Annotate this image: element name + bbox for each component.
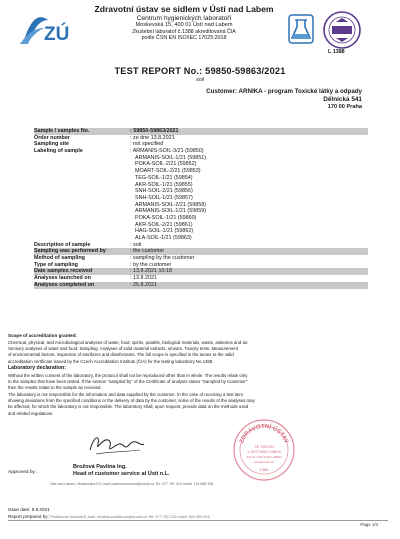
institute-address: Moskevská 15, 400 01 Ústí nad Labem: [135, 22, 233, 29]
prepared-by-detail: Podlahová Vendula E-mail: vendula.podlahova@zuusti.cz Tel: 477 751 210 mobil: 602 409 549: [50, 515, 210, 519]
prepared-by: [8, 514, 210, 519]
table-row: Sampling was performed by : the customer: [34, 248, 368, 255]
table-row: HAG-SOIL-1/21 (59862): [135, 228, 194, 235]
customer-city: 170 00 Praha: [327, 103, 362, 110]
zu-logo-icon: [18, 10, 74, 48]
approver-contact: Ústí nad Labem, Moskevská 5 E-mail: pavlina.brozova@zuusti.cz Tel: 477 751 210 mobil: 724 668 156: [50, 482, 214, 486]
svg-text:ZÚ: ZÚ: [44, 24, 70, 45]
table-row: ALA-SOIL-1/21 (59863): [135, 235, 192, 241]
table-row: Sample / samples No. : 59850-59863/2021: [34, 128, 368, 135]
svg-text:SE SÍDLEM: SE SÍDLEM: [254, 445, 274, 449]
table-row: POKA-SOIL-2/21 (59852): [135, 161, 197, 168]
table-row: TEG-SOIL-1/21 (59854): [135, 174, 193, 181]
scope-heading: Scope of accreditation granted:: [8, 333, 77, 338]
footer-divider: [8, 520, 388, 521]
accreditation-text: Scope of accreditation granted: Chemical, physical, and microbiological analyses of water, food, spirits, potable, biological materials, waste, asbestos and air. Sensory analyses of water and food. Sampling. Analyses of solid material extracts, smears. Toxicity tests. Measurement of environmental factors, inspection of sterilizers and disinfectants. The full scope is specified in the annex to the valid accreditation certificate issued by the Czech Accreditation Institute (ČIA) for the testing laboratory No.1388. Laboratory declaration: Without the written consent of the laboratory, the protocol shall not be reproduced other than in whole. The results relate only to the samples that have been tested. If the section "sampled by" of the Certificate of analysis states "Sampled by Customer" then the results relate to the sample as received. The laboratory is not responsible for the information and data supplied by the customer. In the case of receiving a test item showing deviations from the specified conditions or the delivery of data by the customer, some of the results of the analyses may be affected, for which the laboratory is not responsible. The laboratory shall, upon request, provide data on the methods used and related regulations.: [8, 333, 394, 417]
page-number: Page 1/4: [360, 522, 378, 527]
table-row: ARMANIS-SOIL-1/21 (59851): [135, 154, 207, 161]
report-title: TEST REPORT No.: 59850-59863/2021: [114, 66, 286, 76]
customer-block: [206, 88, 362, 111]
customer-name: Customer: ARNIKA - program Toxické látky a odpady: [206, 88, 362, 95]
table-row: Labeling of sample : ARMANIS-SOIL-3/21 (59850): [34, 148, 204, 155]
stamp-icon: [232, 418, 296, 482]
table-row: SNH-SOIL-1/21 (59857): [135, 194, 193, 201]
approver-role: Head of customer service at Ústí n.L.: [73, 471, 170, 478]
center-name: Centrum hygienických laboratoří: [136, 14, 232, 22]
approver-name: Brožová Pavlína Ing.: [73, 464, 127, 470]
approver-block: [73, 464, 170, 479]
table-row: POKA-SOIL-1/21 (59860): [135, 214, 197, 221]
svg-text:401 01 ÚSTÍ NAD LABEM: 401 01 ÚSTÍ NAD LABEM: [246, 455, 282, 459]
table-row: AKR-SOIL-1/21 (59855): [135, 181, 193, 188]
table-row: Description of sample : soil: [34, 241, 142, 248]
table-row: Order number : ze dne 13.8.2021: [34, 134, 175, 141]
accreditation-seal-icon: [322, 10, 362, 50]
prepared-by-label: Report prepared by:: [8, 514, 49, 519]
standard-line: podle ČSN EN ISO/IEC 17025:2018: [141, 34, 227, 41]
lab-badge-icon: [286, 12, 316, 46]
customer-street: Dělnická 541: [323, 95, 362, 103]
table-row: AKR-SOIL-2/21 (59861): [135, 221, 193, 228]
table-row: ARMANIS-SOIL-2/21 (59858): [135, 201, 207, 208]
table-row: SNH-SOIL-2/21 (59856): [135, 188, 193, 195]
issue-date: Issue date: 9.9.2021: [8, 507, 50, 512]
signature-icon: [86, 430, 148, 458]
table-row: Sampling site : not specified: [34, 141, 164, 148]
accreditation-line: Zkušební laboratoř č.1388 akreditovaná ČIA: [132, 28, 236, 35]
table-row: Date samples received : 13.8.2021 10:18: [34, 268, 368, 275]
report-subtitle: soil: [196, 77, 204, 83]
table-row: Method of sampling : sampling by the customer: [34, 255, 195, 262]
samples-table: [34, 128, 368, 289]
institute-name: Zdravotní ústav se sídlem v Ústí nad Labem: [94, 4, 274, 14]
table-row: Type of sampling : by the customer: [34, 261, 172, 268]
table-row: ARMANIS-SOIL-1/21 (59859): [135, 208, 207, 215]
svg-text:Moskevská 15: Moskevská 15: [254, 460, 274, 464]
svg-text:1388: 1388: [259, 467, 269, 472]
certificate-number: L 1388: [328, 49, 345, 55]
table-row: MOART-SOIL-2/21 (59853): [135, 168, 201, 175]
approved-by-label: Approved by :: [8, 470, 38, 475]
svg-text:ZDRAVOTNÍ ÚSTAV: ZDRAVOTNÍ ÚSTAV: [239, 423, 289, 445]
table-row: Analyses completed on : 25.8.2021: [34, 282, 368, 289]
svg-text:V ÚSTÍ NAD LABEM: V ÚSTÍ NAD LABEM: [247, 450, 281, 454]
lab-header: [84, 5, 284, 41]
table-row: Analyses launched on : 13.8.2021: [34, 275, 157, 282]
declaration-heading: Laboratory declaration:: [8, 365, 66, 372]
